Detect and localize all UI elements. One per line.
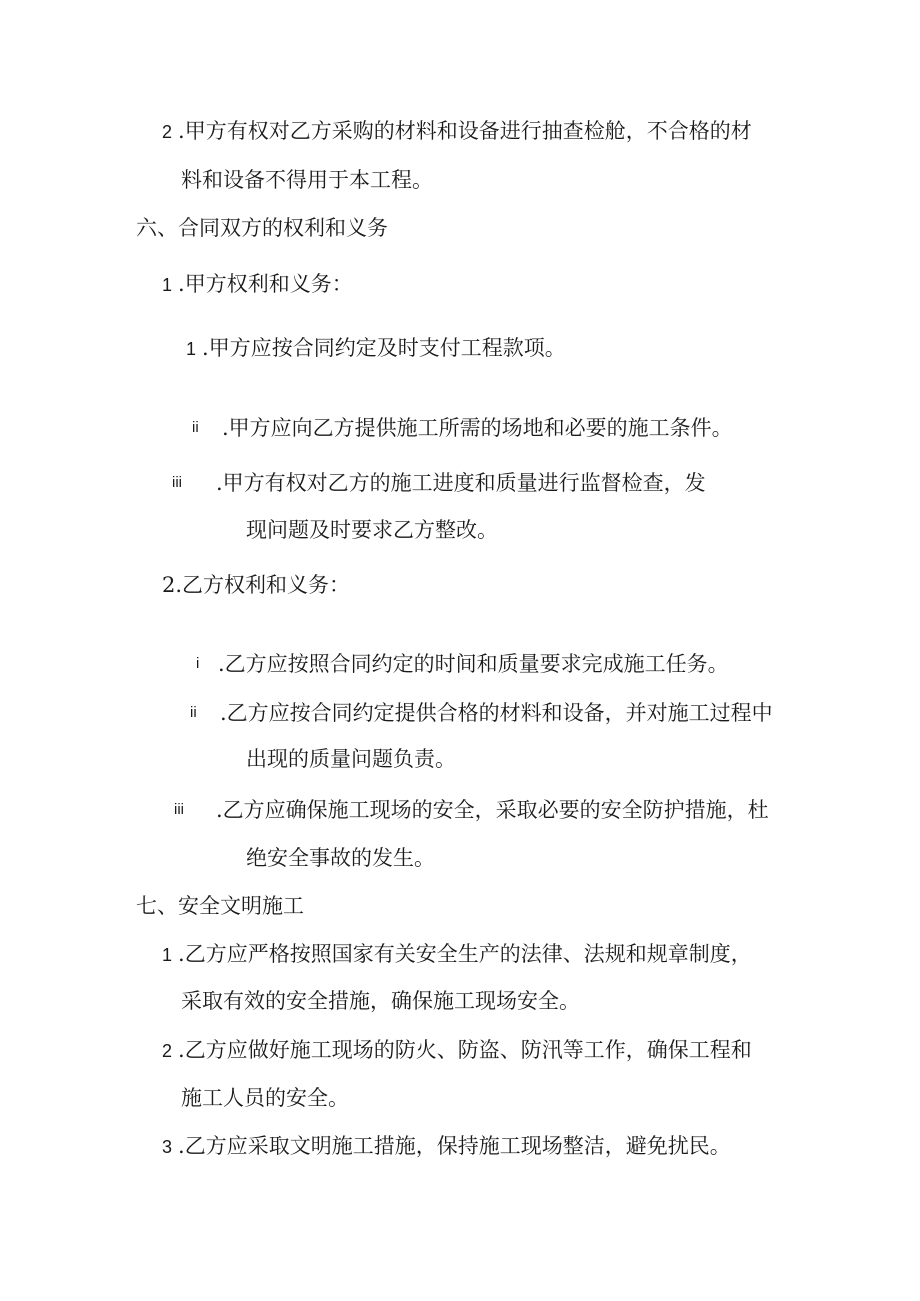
item-a2-text: .甲方有权对乙方采购的材料和设备进行抽查检舱，不合格的材 (178, 119, 752, 143)
section7-item-1-line2: 采取有效的安全措施，确保施工现场安全。 (181, 989, 580, 1013)
section7-item-2-number: 2 (162, 1041, 173, 1061)
section7-item-2-line1 (162, 1037, 752, 1064)
section7-item-1-text: .乙方应严格按照国家有关安全生产的法律、法规和规章制度， (178, 942, 752, 966)
party-a-title-text: .甲方权利和义务： (178, 272, 353, 296)
item-a2-number: 2 (162, 122, 173, 142)
section7-item-1-line1 (162, 941, 752, 968)
section7-item-3-number: 3 (162, 1137, 173, 1157)
party-a-item-2-marker: ii (192, 419, 199, 436)
party-b-item-3-marker: iii (174, 801, 184, 818)
section7-item-2-text: .乙方应做好施工现场的防火、防盗、防汛等工作，确保工程和 (178, 1038, 752, 1062)
party-b-item-2-marker: ii (190, 704, 197, 721)
section7-item-3-text: .乙方应采取文明施工措施，保持施工现场整洁，避免扰民。 (178, 1134, 731, 1158)
section7-item-2-line2: 施工人员的安全。 (181, 1086, 349, 1110)
party-b-item-3-line2: 绝安全事故的发生。 (246, 846, 435, 870)
section7-heading: 七、安全文明施工 (136, 894, 304, 918)
party-a-item-1-marker: 1 (186, 339, 197, 359)
party-b-item-2-line1: .乙方应按合同约定提供合格的材料和设备，并对施工过程中 (220, 701, 773, 725)
party-a-title (162, 271, 353, 298)
item-a2-line1 (162, 118, 752, 145)
party-a-item-3-marker: iii (172, 474, 182, 491)
party-a-item-3-line1: .甲方有权对乙方的施工进度和质量进行监督检查，发 (216, 471, 706, 495)
party-a-number: 1 (162, 275, 173, 295)
party-b-item-3-line1: .乙方应确保施工现场的安全，采取必要的安全防护措施，杜 (216, 798, 769, 822)
party-b-item-1-marker: i (196, 655, 200, 672)
party-b-item-2-line2: 出现的质量问题负责。 (246, 747, 456, 771)
party-a-item-3-line2: 现问题及时要求乙方整改。 (246, 518, 498, 542)
item-a2-line2: 料和设备不得用于本工程。 (181, 168, 433, 192)
party-a-item-1 (186, 335, 566, 362)
party-b-item-1-text: .乙方应按照合同约定的时间和质量要求完成施工任务。 (218, 652, 729, 676)
section7-item-3-line1 (162, 1133, 731, 1160)
party-b-title: 2.乙方权利和义务： (162, 573, 351, 597)
section7-item-1-number: 1 (162, 945, 173, 965)
party-a-item-2-text: .甲方应向乙方提供施工所需的场地和必要的施工条件。 (222, 416, 733, 440)
party-a-item-1-text: .甲方应按合同约定及时支付工程款项。 (202, 336, 566, 360)
section6-heading: 六、合同双方的权利和义务 (136, 216, 388, 240)
